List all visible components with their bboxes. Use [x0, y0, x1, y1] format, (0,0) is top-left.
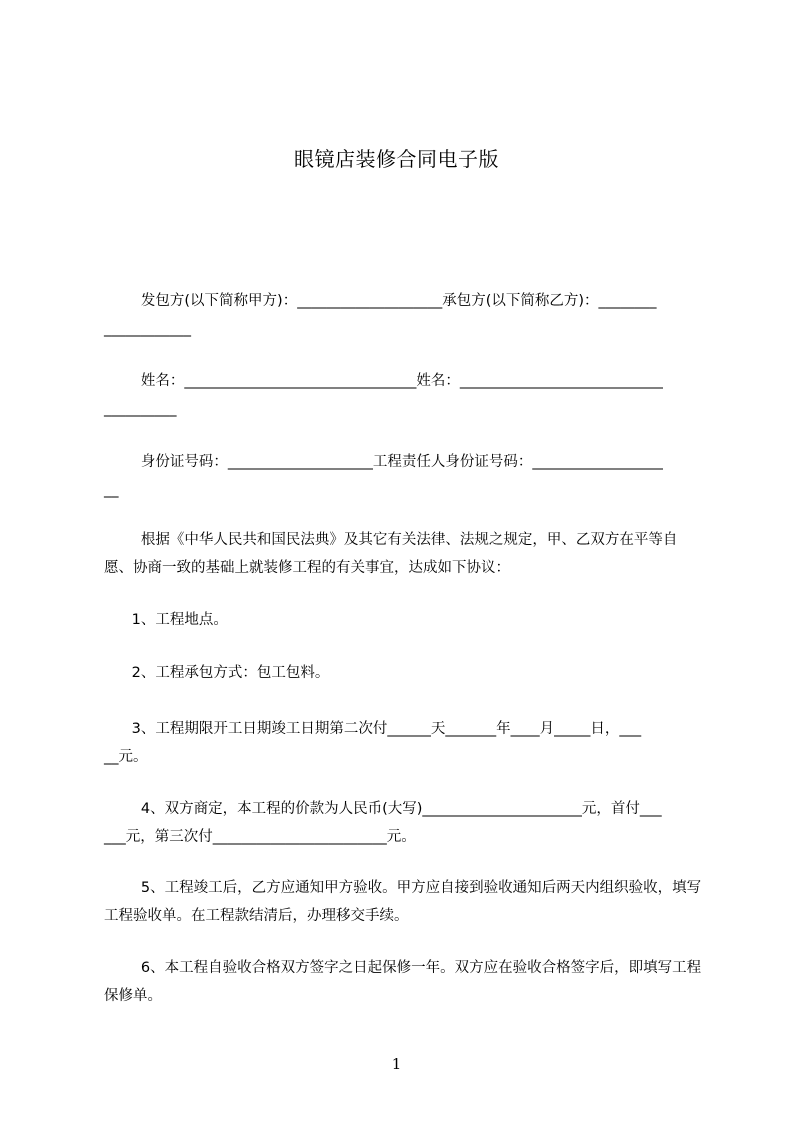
party-info-paragraph: 发包方(以下简称甲方)：____________________承包方(以下简称乙方)：________ ____________ [104, 293, 657, 337]
clause-6-paragraph: 6、本工程自验收合格双方签字之日起保修一年。双方应在验收合格签字后，即填写工程保修单。 [104, 960, 702, 1004]
name-paragraph: 姓名：________________________________姓名：____________________________ __________ [104, 373, 663, 417]
clause-2-paragraph: 2、工程承包方式：包工包料。 [104, 665, 330, 681]
preamble-paragraph: 根据《中华人民共和国民法典》及其它有关法律、法规之规定，甲、乙双方在平等自愿、协商一致的基础上就装修工程的有关事宜，达成如下协议： [104, 532, 678, 576]
clause-3-paragraph: 3、工程期限开工日期竣工日期第二次付______天_______年____月_____日，___ __元。 [104, 721, 642, 765]
clause-5-paragraph: 5、工程竣工后，乙方应通知甲方验收。甲方应自接到验收通知后两天内组织验收，填写工程验收单。在工程款结清后，办理移交手续。 [104, 880, 702, 924]
page-number: 1 [391, 1055, 402, 1073]
document-title: 眼镜店装修合同电子版 [294, 147, 499, 171]
clause-4-paragraph: 4、双方商定，本工程的价款为人民币(大写)______________________元，首付___ ___元，第三次付________________________元。 [104, 801, 662, 845]
clause-1-paragraph: 1、工程地点。 [104, 612, 228, 628]
id-number-paragraph: 身份证号码：____________________工程责任人身份证号码：__________________ __ [104, 454, 663, 498]
